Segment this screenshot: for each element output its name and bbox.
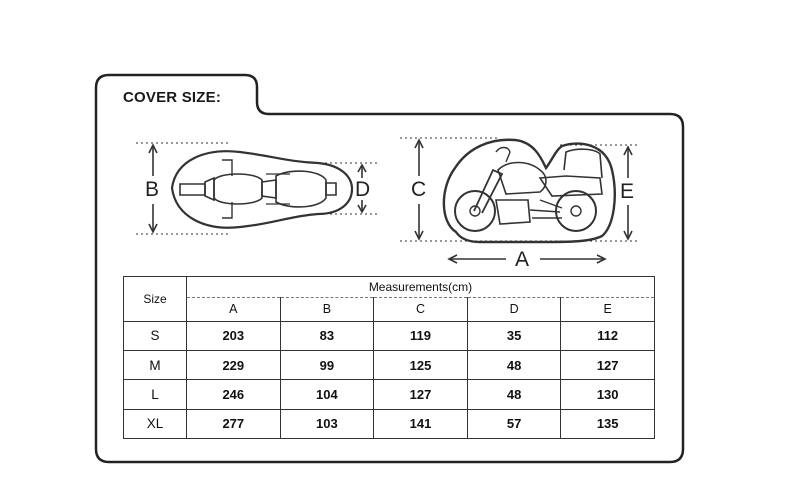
table-row: [124, 409, 655, 438]
size-cell: XL: [124, 409, 187, 438]
value-cell: 127: [374, 380, 468, 409]
cover-size-title: COVER SIZE:: [123, 89, 222, 106]
table-row: [124, 321, 655, 350]
value-cell: 229: [187, 350, 281, 379]
value-cell: 127: [561, 350, 655, 379]
dimension-label-a: A: [515, 248, 530, 271]
size-table: [123, 276, 655, 439]
value-cell: 99: [280, 350, 374, 379]
table-row: [124, 380, 655, 409]
value-cell: 203: [187, 321, 281, 350]
value-cell: 125: [374, 350, 468, 379]
dimension-label-b: B: [145, 178, 160, 201]
size-header: Size: [124, 277, 187, 322]
value-cell: 103: [280, 409, 374, 438]
dimension-label-c: C: [411, 178, 427, 201]
column-header: D: [467, 298, 561, 321]
column-header: E: [561, 298, 655, 321]
value-cell: 119: [374, 321, 468, 350]
table-row: [124, 350, 655, 379]
dimension-label-e: E: [620, 180, 635, 203]
column-header: C: [374, 298, 468, 321]
value-cell: 141: [374, 409, 468, 438]
value-cell: 135: [561, 409, 655, 438]
value-cell: 35: [467, 321, 561, 350]
value-cell: 277: [187, 409, 281, 438]
size-cell: M: [124, 350, 187, 379]
value-cell: 112: [561, 321, 655, 350]
size-cell: L: [124, 380, 187, 409]
top-view-diagram: [130, 135, 390, 245]
value-cell: 104: [280, 380, 374, 409]
value-cell: 57: [467, 409, 561, 438]
measurements-header: Measurements(cm): [187, 277, 655, 298]
dimension-label-d: D: [355, 178, 371, 201]
value-cell: 48: [467, 350, 561, 379]
size-cell: S: [124, 321, 187, 350]
value-cell: 130: [561, 380, 655, 409]
value-cell: 83: [280, 321, 374, 350]
column-header: B: [280, 298, 374, 321]
value-cell: 48: [467, 380, 561, 409]
value-cell: 246: [187, 380, 281, 409]
column-header: A: [187, 298, 281, 321]
